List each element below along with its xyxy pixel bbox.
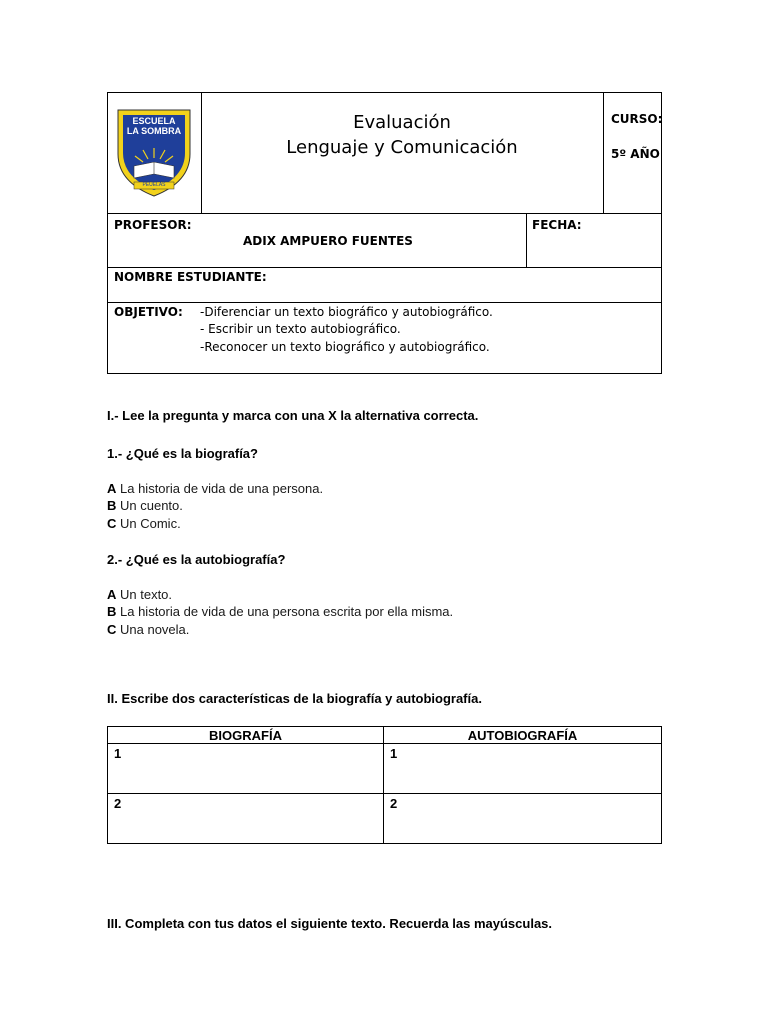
question-2-option-c[interactable]: [107, 622, 189, 637]
page-title: Evaluación: [353, 112, 451, 133]
objetivo-item: -Diferenciar un texto biográfico y autobiográfico.: [200, 305, 493, 319]
option-letter: A: [107, 587, 117, 602]
profesor-label: PROFESOR:: [114, 218, 192, 232]
question-1-option-b[interactable]: [107, 498, 183, 513]
option-letter: A: [107, 481, 117, 496]
table-cell-number: 1: [114, 746, 122, 761]
section-2-title: II. Escribe dos características de la biografía y autobiografía.: [107, 691, 482, 706]
option-text: Una novela.: [116, 622, 190, 637]
question-1-option-a[interactable]: [107, 481, 323, 496]
school-logo: [112, 104, 196, 200]
curso-value: 5º AÑO: [611, 147, 660, 161]
column-header-autobiografia: AUTOBIOGRAFÍA: [467, 728, 578, 743]
logo-text-mid: LA SOMBRA: [126, 126, 182, 136]
table-cell-number: 2: [390, 796, 398, 811]
section-3-title: III. Completa con tus datos el siguiente texto. Recuerda las mayúsculas.: [107, 916, 553, 931]
objetivo-item: - Escribir un texto autobiográfico.: [200, 322, 401, 336]
curso-label: CURSO:: [611, 112, 663, 126]
option-text: Un cuento.: [116, 498, 183, 513]
option-letter: B: [107, 604, 117, 619]
profesor-value: ADIX AMPUERO FUENTES: [243, 234, 413, 248]
table-cell-number: 2: [114, 796, 122, 811]
section-1-title: I.- Lee la pregunta y marca con una X la alternativa correcta.: [107, 408, 479, 423]
question-1: 1.- ¿Qué es la biografía?: [107, 446, 258, 461]
logo-text-top: ESCUELA: [132, 116, 176, 126]
question-2-option-b[interactable]: [107, 604, 453, 619]
option-letter: C: [107, 516, 117, 531]
table-cell-number: 1: [390, 746, 398, 761]
column-header-biografia: BIOGRAFÍA: [209, 728, 282, 743]
question-2: 2.- ¿Qué es la autobiografía?: [107, 552, 286, 567]
page-subtitle: Lenguaje y Comunicación: [286, 137, 518, 158]
question-2-option-a[interactable]: [107, 587, 172, 602]
logo-text-bottom: PEUELAS: [142, 182, 166, 188]
option-letter: B: [107, 498, 117, 513]
option-letter: C: [107, 622, 117, 637]
option-text: Un Comic.: [116, 516, 181, 531]
option-text: La historia de vida de una persona escrita por ella misma.: [116, 604, 454, 619]
option-text: La historia de vida de una persona.: [116, 481, 324, 496]
option-text: Un texto.: [116, 587, 173, 602]
objetivo-label: OBJETIVO:: [114, 305, 183, 319]
objetivo-item: -Reconocer un texto biográfico y autobiográfico.: [200, 340, 490, 354]
question-1-option-c[interactable]: [107, 516, 181, 531]
fecha-label: FECHA:: [532, 218, 582, 232]
nombre-estudiante-label: NOMBRE ESTUDIANTE:: [114, 270, 267, 284]
